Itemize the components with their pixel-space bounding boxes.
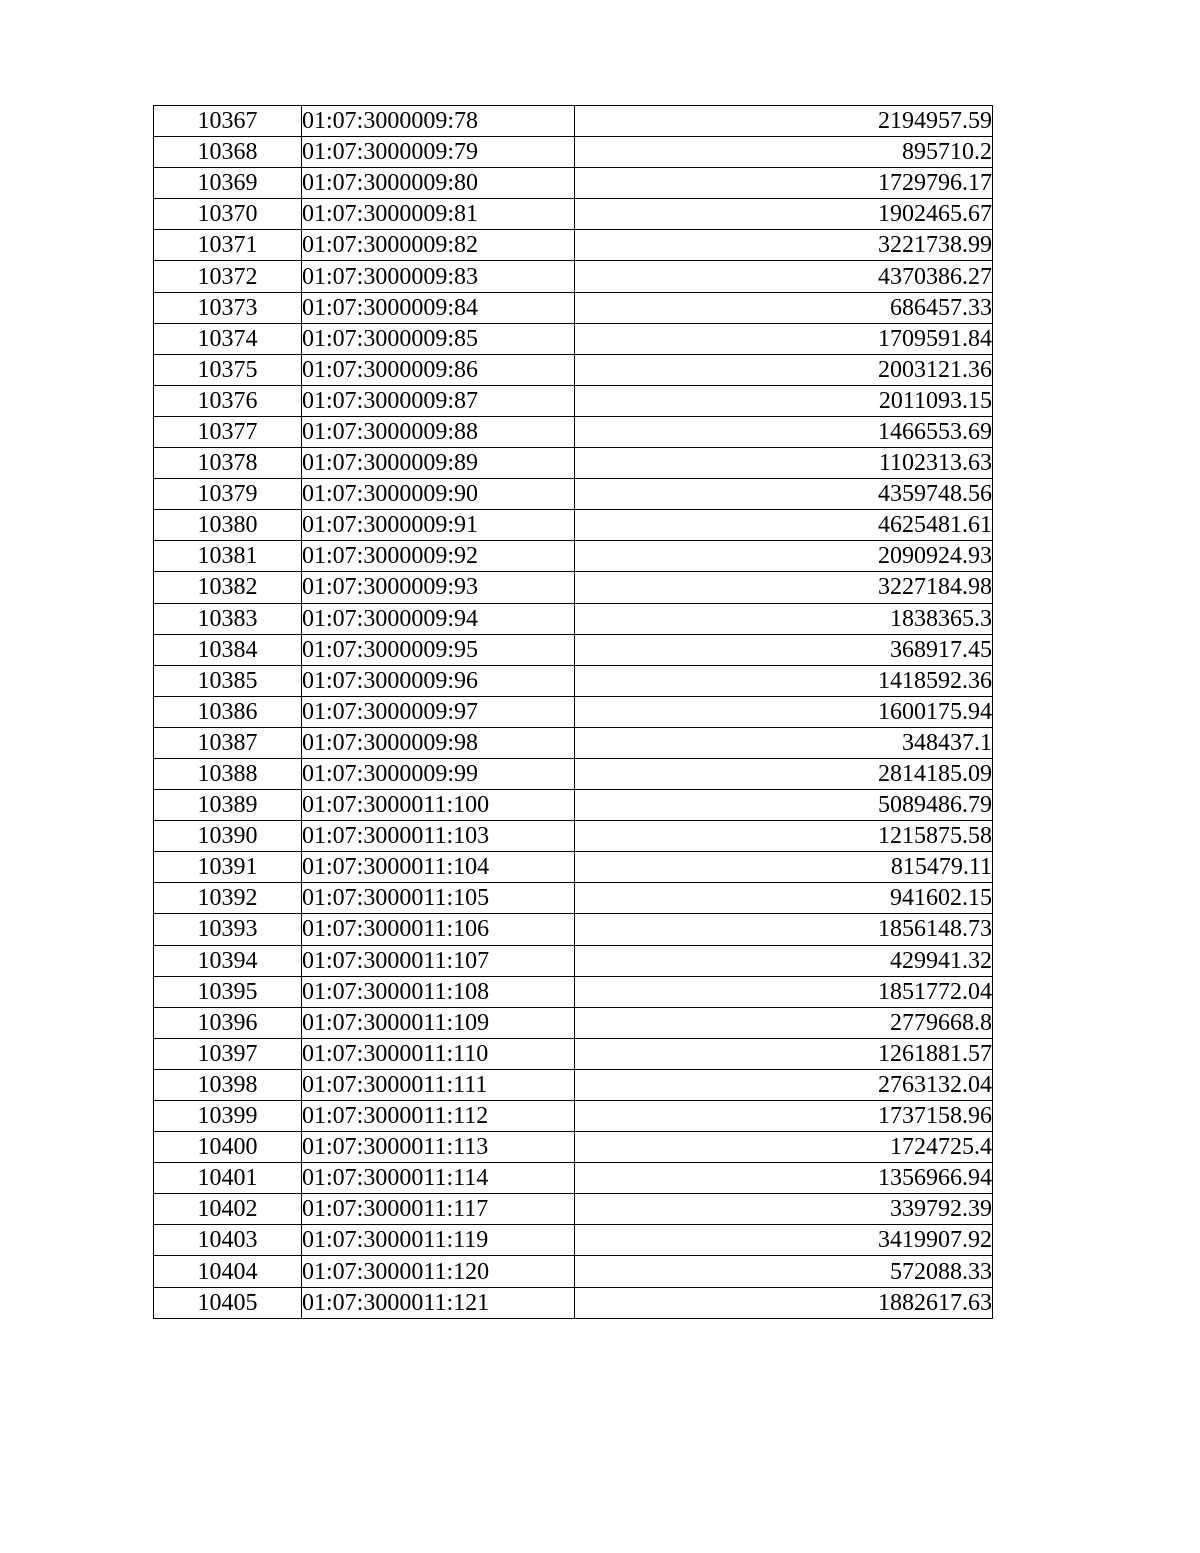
- amount-cell: 1856148.73: [575, 914, 993, 945]
- amount-cell: 2779668.8: [575, 1007, 993, 1038]
- table-row: [154, 1069, 993, 1100]
- cadastral-number-cell: 01:07:3000011:109: [302, 1007, 575, 1038]
- row-number-cell: 10400: [154, 1132, 302, 1163]
- row-number-cell: 10390: [154, 821, 302, 852]
- table-row: [154, 510, 993, 541]
- row-number-cell: 10383: [154, 603, 302, 634]
- amount-cell: 1729796.17: [575, 168, 993, 199]
- cadastral-number-cell: 01:07:3000011:113: [302, 1132, 575, 1163]
- cadastral-number-cell: 01:07:3000011:120: [302, 1256, 575, 1287]
- table-row: [154, 354, 993, 385]
- row-number-cell: 10377: [154, 416, 302, 447]
- cadastral-number-cell: 01:07:3000009:84: [302, 292, 575, 323]
- cadastral-number-cell: 01:07:3000011:121: [302, 1287, 575, 1318]
- row-number-cell: 10386: [154, 696, 302, 727]
- cadastral-number-cell: 01:07:3000009:91: [302, 510, 575, 541]
- row-number-cell: 10382: [154, 572, 302, 603]
- cadastral-number-cell: 01:07:3000011:114: [302, 1163, 575, 1194]
- cadastral-number-cell: 01:07:3000009:80: [302, 168, 575, 199]
- row-number-cell: 10397: [154, 1038, 302, 1069]
- amount-cell: 429941.32: [575, 945, 993, 976]
- table-row: [154, 168, 993, 199]
- amount-cell: 4359748.56: [575, 479, 993, 510]
- row-number-cell: 10391: [154, 852, 302, 883]
- row-number-cell: 10395: [154, 976, 302, 1007]
- amount-cell: 1102313.63: [575, 448, 993, 479]
- table-row: [154, 106, 993, 137]
- cadastral-number-cell: 01:07:3000009:87: [302, 385, 575, 416]
- row-number-cell: 10380: [154, 510, 302, 541]
- amount-cell: 1737158.96: [575, 1101, 993, 1132]
- table-row: [154, 821, 993, 852]
- table-row: [154, 696, 993, 727]
- cadastral-number-cell: 01:07:3000009:89: [302, 448, 575, 479]
- cadastral-number-cell: 01:07:3000009:88: [302, 416, 575, 447]
- cadastral-number-cell: 01:07:3000011:107: [302, 945, 575, 976]
- row-number-cell: 10394: [154, 945, 302, 976]
- amount-cell: 4625481.61: [575, 510, 993, 541]
- table-row: [154, 852, 993, 883]
- amount-cell: 1466553.69: [575, 416, 993, 447]
- cadastral-number-cell: 01:07:3000011:103: [302, 821, 575, 852]
- table-row: [154, 1287, 993, 1318]
- table-row: [154, 261, 993, 292]
- row-number-cell: 10387: [154, 727, 302, 758]
- amount-cell: 2194957.59: [575, 106, 993, 137]
- table-row: [154, 385, 993, 416]
- amount-cell: 348437.1: [575, 727, 993, 758]
- row-number-cell: 10385: [154, 665, 302, 696]
- amount-cell: 339792.39: [575, 1194, 993, 1225]
- table-row: [154, 541, 993, 572]
- row-number-cell: 10375: [154, 354, 302, 385]
- amount-cell: 1724725.4: [575, 1132, 993, 1163]
- table-row: [154, 945, 993, 976]
- cadastral-number-cell: 01:07:3000011:106: [302, 914, 575, 945]
- row-number-cell: 10398: [154, 1069, 302, 1100]
- amount-cell: 2090924.93: [575, 541, 993, 572]
- table-row: [154, 1101, 993, 1132]
- row-number-cell: 10402: [154, 1194, 302, 1225]
- amount-cell: 4370386.27: [575, 261, 993, 292]
- row-number-cell: 10396: [154, 1007, 302, 1038]
- amount-cell: 1838365.3: [575, 603, 993, 634]
- cadastral-number-cell: 01:07:3000009:79: [302, 137, 575, 168]
- table-row: [154, 137, 993, 168]
- table-row: [154, 665, 993, 696]
- amount-cell: 2011093.15: [575, 385, 993, 416]
- row-number-cell: 10374: [154, 323, 302, 354]
- row-number-cell: 10403: [154, 1225, 302, 1256]
- table-row: [154, 1194, 993, 1225]
- row-number-cell: 10369: [154, 168, 302, 199]
- data-table: [153, 105, 993, 1319]
- cadastral-number-cell: 01:07:3000011:117: [302, 1194, 575, 1225]
- amount-cell: 1418592.36: [575, 665, 993, 696]
- table-row: [154, 199, 993, 230]
- amount-cell: 1882617.63: [575, 1287, 993, 1318]
- table-row: [154, 758, 993, 789]
- amount-cell: 3227184.98: [575, 572, 993, 603]
- amount-cell: 2763132.04: [575, 1069, 993, 1100]
- cadastral-number-cell: 01:07:3000011:112: [302, 1101, 575, 1132]
- cadastral-number-cell: 01:07:3000011:111: [302, 1069, 575, 1100]
- cadastral-number-cell: 01:07:3000009:86: [302, 354, 575, 385]
- table-row: [154, 634, 993, 665]
- cadastral-number-cell: 01:07:3000009:78: [302, 106, 575, 137]
- table-row: [154, 292, 993, 323]
- cadastral-number-cell: 01:07:3000009:81: [302, 199, 575, 230]
- cadastral-number-cell: 01:07:3000009:85: [302, 323, 575, 354]
- cadastral-number-cell: 01:07:3000009:98: [302, 727, 575, 758]
- cadastral-number-cell: 01:07:3000009:82: [302, 230, 575, 261]
- amount-cell: 1851772.04: [575, 976, 993, 1007]
- table-row: [154, 976, 993, 1007]
- table-row: [154, 883, 993, 914]
- table-row: [154, 1225, 993, 1256]
- table-row: [154, 323, 993, 354]
- row-number-cell: 10379: [154, 479, 302, 510]
- row-number-cell: 10370: [154, 199, 302, 230]
- cadastral-number-cell: 01:07:3000009:83: [302, 261, 575, 292]
- amount-cell: 572088.33: [575, 1256, 993, 1287]
- cadastral-number-cell: 01:07:3000011:104: [302, 852, 575, 883]
- row-number-cell: 10399: [154, 1101, 302, 1132]
- table-row: [154, 416, 993, 447]
- row-number-cell: 10405: [154, 1287, 302, 1318]
- amount-cell: 815479.11: [575, 852, 993, 883]
- amount-cell: 2814185.09: [575, 758, 993, 789]
- cadastral-number-cell: 01:07:3000011:119: [302, 1225, 575, 1256]
- row-number-cell: 10381: [154, 541, 302, 572]
- amount-cell: 686457.33: [575, 292, 993, 323]
- cadastral-number-cell: 01:07:3000011:100: [302, 790, 575, 821]
- cadastral-number-cell: 01:07:3000009:90: [302, 479, 575, 510]
- row-number-cell: 10401: [154, 1163, 302, 1194]
- amount-cell: 368917.45: [575, 634, 993, 665]
- cadastral-number-cell: 01:07:3000011:108: [302, 976, 575, 1007]
- row-number-cell: 10376: [154, 385, 302, 416]
- amount-cell: 3419907.92: [575, 1225, 993, 1256]
- row-number-cell: 10388: [154, 758, 302, 789]
- table-row: [154, 572, 993, 603]
- amount-cell: 1709591.84: [575, 323, 993, 354]
- row-number-cell: 10384: [154, 634, 302, 665]
- row-number-cell: 10389: [154, 790, 302, 821]
- table-body: [154, 106, 993, 1319]
- table-row: [154, 479, 993, 510]
- table-row: [154, 448, 993, 479]
- row-number-cell: 10368: [154, 137, 302, 168]
- amount-cell: 895710.2: [575, 137, 993, 168]
- cadastral-number-cell: 01:07:3000009:93: [302, 572, 575, 603]
- table-row: [154, 1256, 993, 1287]
- table-row: [154, 914, 993, 945]
- cadastral-number-cell: 01:07:3000009:94: [302, 603, 575, 634]
- table-row: [154, 1163, 993, 1194]
- cadastral-number-cell: 01:07:3000009:95: [302, 634, 575, 665]
- cadastral-number-cell: 01:07:3000009:99: [302, 758, 575, 789]
- row-number-cell: 10392: [154, 883, 302, 914]
- row-number-cell: 10373: [154, 292, 302, 323]
- amount-cell: 1215875.58: [575, 821, 993, 852]
- table-row: [154, 727, 993, 758]
- table-row: [154, 1132, 993, 1163]
- amount-cell: 941602.15: [575, 883, 993, 914]
- cadastral-number-cell: 01:07:3000011:105: [302, 883, 575, 914]
- amount-cell: 1600175.94: [575, 696, 993, 727]
- row-number-cell: 10367: [154, 106, 302, 137]
- amount-cell: 1261881.57: [575, 1038, 993, 1069]
- row-number-cell: 10404: [154, 1256, 302, 1287]
- row-number-cell: 10372: [154, 261, 302, 292]
- amount-cell: 1902465.67: [575, 199, 993, 230]
- amount-cell: 1356966.94: [575, 1163, 993, 1194]
- amount-cell: 5089486.79: [575, 790, 993, 821]
- amount-cell: 3221738.99: [575, 230, 993, 261]
- table-row: [154, 603, 993, 634]
- table-row: [154, 1007, 993, 1038]
- cadastral-number-cell: 01:07:3000009:92: [302, 541, 575, 572]
- cadastral-number-cell: 01:07:3000009:96: [302, 665, 575, 696]
- cadastral-number-cell: 01:07:3000011:110: [302, 1038, 575, 1069]
- cadastral-number-cell: 01:07:3000009:97: [302, 696, 575, 727]
- table-row: [154, 230, 993, 261]
- row-number-cell: 10378: [154, 448, 302, 479]
- row-number-cell: 10371: [154, 230, 302, 261]
- table-row: [154, 1038, 993, 1069]
- table-row: [154, 790, 993, 821]
- row-number-cell: 10393: [154, 914, 302, 945]
- amount-cell: 2003121.36: [575, 354, 993, 385]
